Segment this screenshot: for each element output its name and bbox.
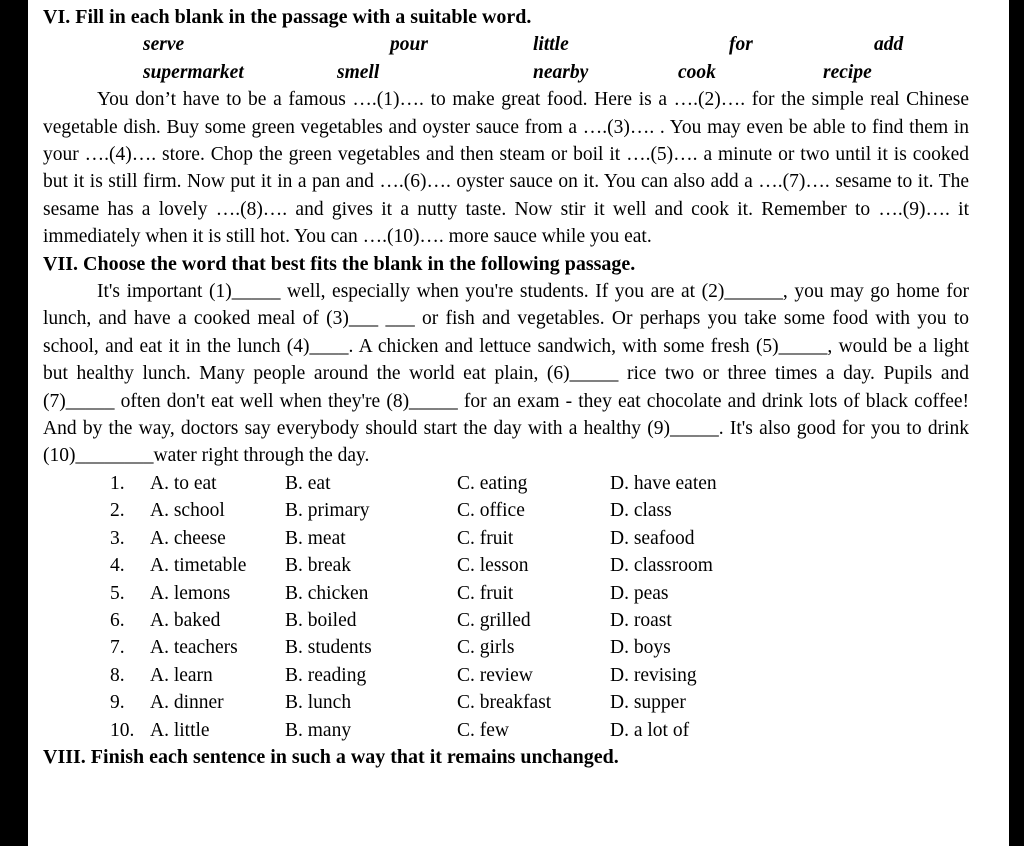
- option-d: D. a lot of: [610, 719, 690, 741]
- option-d: D. boys: [610, 637, 671, 659]
- option-d: D. have eaten: [610, 472, 717, 494]
- option-a: A. dinner: [150, 692, 224, 714]
- option-number: 4.: [110, 555, 125, 577]
- option-d: D. peas: [610, 582, 669, 604]
- option-row: [110, 470, 969, 497]
- word-bank-item: supermarket: [143, 61, 244, 83]
- word-bank-row-1: [43, 31, 969, 58]
- option-number: 10.: [110, 719, 135, 741]
- word-bank-item: serve: [143, 34, 185, 56]
- option-number: 5.: [110, 582, 125, 604]
- option-d: D. revising: [610, 664, 697, 686]
- option-row: [110, 552, 969, 579]
- section-vii-title: VII. Choose the word that best fits the blank in the following passage.: [43, 252, 636, 275]
- word-bank-row-2: [43, 59, 969, 86]
- option-b: B. students: [285, 637, 372, 659]
- option-d: D. class: [610, 500, 672, 522]
- page-content: [28, 0, 1009, 771]
- option-c: C. fruit: [457, 527, 514, 549]
- option-a: A. learn: [150, 664, 213, 686]
- option-a: A. lemons: [150, 582, 231, 604]
- option-a: A. timetable: [150, 555, 247, 577]
- option-d: D. seafood: [610, 527, 695, 549]
- word-bank-item: pour: [390, 34, 428, 56]
- option-row: [110, 497, 969, 524]
- word-bank-item: add: [874, 34, 904, 56]
- option-d: D. supper: [610, 692, 686, 714]
- option-c: C. office: [457, 500, 525, 522]
- word-bank-item: little: [533, 34, 569, 56]
- option-c: C. few: [457, 719, 509, 741]
- section-viii-title: VIII. Finish each sentence in such a way that it remains unchanged.: [43, 745, 619, 768]
- option-row: [110, 607, 969, 634]
- options-table: [110, 470, 969, 744]
- option-c: C. girls: [457, 637, 515, 659]
- option-a: A. to eat: [150, 472, 217, 494]
- option-row: [110, 525, 969, 552]
- passage-vii: It's important (1)_____ well, especially when you're students. If you are at (2)______, you may go home for lunch, and have a cooked meal of (3)___ ___ or fish and vegetables. Or perhaps you take some food with you to school, and eat it in the lunch (4)____. A chicken and lettuce sandwich, with some fresh (5)_____, would be a light but healthy lunch. Many people around the world eat plain, (6)_____ rice two or three times a day. Pupils and (7)_____ often don't eat well when they're (8)_____ for an exam - they eat chocolate and drink lots of black coffee! And by the way, doctors say everybody should start the day with a healthy (9)_____. It's also good for you to drink (10)________water right through the day.: [43, 281, 969, 467]
- word-bank-item: recipe: [823, 61, 872, 83]
- option-row: [110, 634, 969, 661]
- option-c: C. grilled: [457, 609, 531, 631]
- option-c: C. eating: [457, 472, 528, 494]
- option-a: A. baked: [150, 609, 221, 631]
- option-number: 6.: [110, 609, 125, 631]
- option-b: B. meat: [285, 527, 346, 549]
- passage-vi: You don’t have to be a famous ….(1)…. to make great food. Here is a ….(2)…. for the simple real Chinese vegetable dish. Buy some green vegetables and oyster sauce from a ….(3)…. . You may even be able to find them in your ….(4)…. store. Chop the green vegetables and then steam or boil it ….(5)…. a minute or two until it is cooked but it is still firm. Now put it in a pan and ….(6)…. oyster sauce on it. You can also add a ….(7)…. sesame to it. The sesame has a lovely ….(8)…. and gives it a nutty taste. Now stir it well and cook it. Remember to ….(9)…. it immediately when it is still hot. You can ….(10)…. more sauce while you eat.: [43, 89, 969, 248]
- option-a: A. little: [150, 719, 210, 741]
- option-row: [110, 689, 969, 716]
- option-b: B. boiled: [285, 609, 357, 631]
- option-b: B. reading: [285, 664, 367, 686]
- word-bank-item: smell: [337, 61, 380, 83]
- option-c: C. fruit: [457, 582, 514, 604]
- option-b: B. chicken: [285, 582, 369, 604]
- option-b: B. eat: [285, 472, 331, 494]
- option-row: [110, 662, 969, 689]
- option-number: 3.: [110, 527, 125, 549]
- option-c: C. breakfast: [457, 692, 552, 714]
- option-b: B. primary: [285, 500, 370, 522]
- option-a: A. cheese: [150, 527, 226, 549]
- option-number: 1.: [110, 472, 125, 494]
- option-row: [110, 717, 969, 744]
- option-d: D. classroom: [610, 555, 713, 577]
- option-b: B. many: [285, 719, 352, 741]
- word-bank-item: cook: [678, 61, 716, 83]
- option-c: C. lesson: [457, 555, 529, 577]
- word-bank-item: for: [729, 34, 753, 56]
- option-number: 9.: [110, 692, 125, 714]
- document-page: [28, 0, 1009, 846]
- option-row: [110, 580, 969, 607]
- option-number: 2.: [110, 500, 125, 522]
- option-a: A. teachers: [150, 637, 238, 659]
- option-c: C. review: [457, 664, 533, 686]
- option-b: B. lunch: [285, 692, 352, 714]
- option-number: 8.: [110, 664, 125, 686]
- option-number: 7.: [110, 637, 125, 659]
- word-bank-item: nearby: [533, 61, 589, 83]
- section-vi-title: VI. Fill in each blank in the passage with a suitable word.: [43, 6, 532, 28]
- option-b: B. break: [285, 555, 352, 577]
- option-a: A. school: [150, 500, 225, 522]
- option-d: D. roast: [610, 609, 672, 631]
